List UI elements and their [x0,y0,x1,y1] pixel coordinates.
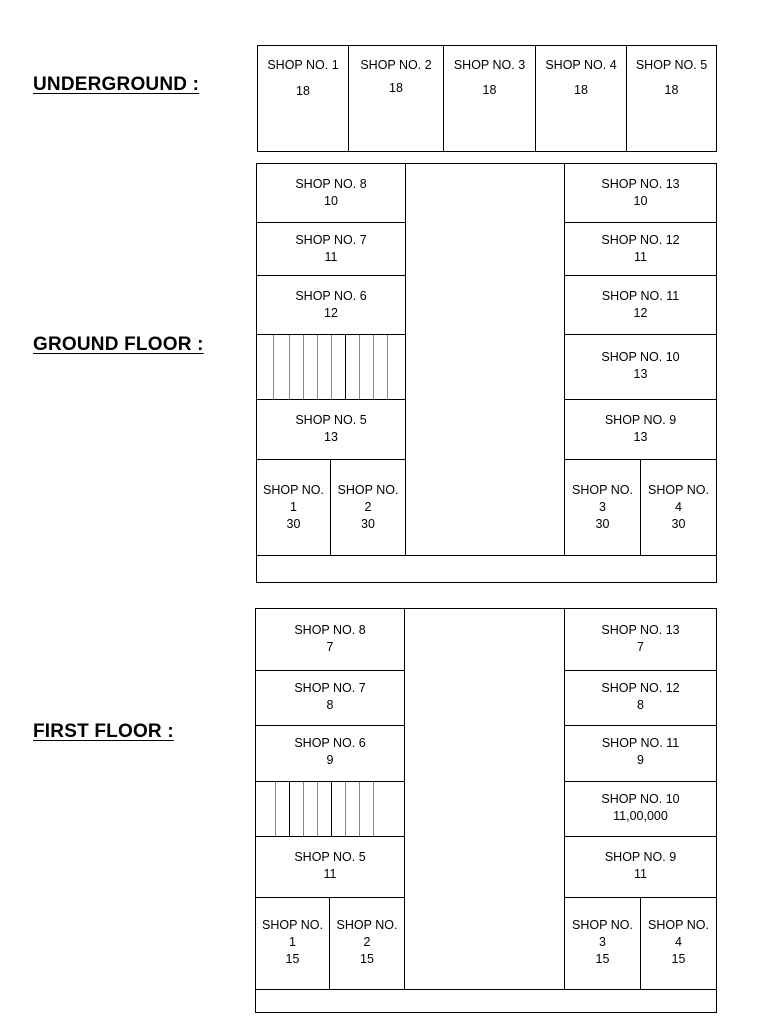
ground-shop-4 [640,459,717,556]
stair-tread [387,335,388,399]
shop-name: SHOP NO. 6 [295,289,367,303]
shop-number: 4 [675,935,682,949]
ground-shop-9 [564,399,717,460]
shop-name: SHOP NO. [263,483,324,497]
stair-tread [303,335,304,399]
ground-shop-3 [564,459,641,556]
stair-tread [289,335,290,399]
shop-name: SHOP NO. 13 [601,177,680,191]
shop-value: 13 [633,367,648,381]
ground-floor-label: GROUND FLOOR : [33,334,204,355]
first-front-strip [255,989,717,1013]
shop-value: 18 [296,84,310,98]
shop-value: 11 [634,250,647,264]
shop-value: 7 [637,640,644,654]
stair-tread [345,782,346,836]
first-shop-12 [564,670,717,726]
shop-name: SHOP NO. [572,483,633,497]
shop-value: 7 [326,640,334,654]
underground-shop-3 [443,45,536,152]
shop-name: SHOP NO. 7 [295,233,367,247]
first-shop-6 [255,725,405,782]
ground-shop-10 [564,334,717,400]
shop-value: 30 [361,517,375,531]
shop-name: SHOP NO. 2 [360,58,432,72]
stair-tread [289,782,290,836]
underground-shop-2 [348,45,444,152]
first-shop-1 [255,897,330,990]
shop-value: 12 [633,306,648,320]
stair-tread [317,335,318,399]
underground-shop-1 [257,45,349,152]
underground-label: UNDERGROUND : [33,74,200,95]
shop-value: 10 [633,194,648,208]
stair-tread [273,335,274,399]
first-shop-8 [255,608,405,671]
shop-value: 8 [326,698,334,712]
shop-number: 1 [290,500,297,514]
stair-tread [275,782,276,836]
shop-value: 15 [285,952,300,966]
shop-value: 18 [664,83,679,97]
shop-value: 12 [324,306,338,320]
shop-name: SHOP NO. [336,918,398,932]
ground-shop-5 [256,399,406,460]
shop-value: 8 [637,698,644,712]
first-shop-2 [329,897,405,990]
shop-value: 10 [324,194,338,208]
first-shop-3 [564,897,641,990]
shop-name: SHOP NO. 11 [601,736,680,750]
shop-name: SHOP NO. 9 [604,413,677,427]
ground-shop-2 [330,459,406,556]
shop-name: SHOP NO. [648,483,709,497]
first-floor-label: FIRST FLOOR : [33,721,174,742]
shop-name: SHOP NO. [262,918,323,932]
shop-value: 9 [326,753,334,767]
shop-name: SHOP NO. [572,918,633,932]
shop-name: SHOP NO. 12 [601,681,680,695]
shop-name: SHOP NO. 5 [294,850,366,864]
shop-name: SHOP NO. [648,918,709,932]
shop-name: SHOP NO. 10 [601,792,680,806]
shop-number: 3 [599,935,606,949]
shop-value: 30 [671,517,686,531]
stair-tread [345,335,346,399]
ground-shop-7 [256,222,406,276]
shop-value: 18 [389,81,403,95]
first-shop-4 [640,897,717,990]
shop-number: 2 [363,935,371,949]
ground-shop-1 [256,459,331,556]
shop-number: 2 [364,500,372,514]
shop-number: 4 [675,500,682,514]
shop-number: 3 [599,500,606,514]
shop-value: 30 [595,517,610,531]
first-shop-7 [255,670,405,726]
stair-tread [331,335,332,399]
shop-name: SHOP NO. 5 [295,413,367,427]
shop-value: 18 [482,83,497,97]
shop-value: 11 [634,867,647,881]
underground-shop-4 [535,45,627,152]
first-staircase [255,781,405,837]
stair-tread [373,782,374,836]
ground-shop-13 [564,163,717,223]
shop-value: 11 [323,867,337,881]
shop-name: SHOP NO. 6 [294,736,366,750]
ground-shop-6 [256,275,406,335]
shop-name: SHOP NO. 8 [294,623,366,637]
shop-name: SHOP NO. 3 [453,58,526,72]
stair-tread [317,782,318,836]
shop-value: 30 [286,517,301,531]
stair-tread [373,335,374,399]
shop-value: 9 [637,753,644,767]
shop-name: SHOP NO. 8 [295,177,367,191]
shop-value: 13 [324,430,338,444]
shop-value: 13 [633,430,648,444]
ground-shop-11 [564,275,717,335]
first-shop-10 [564,781,717,837]
shop-value: 15 [360,952,374,966]
ground-shop-8 [256,163,406,223]
ground-shop-12 [564,222,717,276]
ground-front-strip [256,555,717,583]
shop-name: SHOP NO. 5 [635,58,708,72]
underground-shop-5 [626,45,717,152]
shop-value: 11,00,000 [613,809,668,823]
shop-name: SHOP NO. 12 [601,233,680,247]
shop-value: 18 [574,83,588,97]
stair-tread [303,782,304,836]
ground-staircase [256,334,406,400]
shop-name: SHOP NO. 4 [545,58,617,72]
shop-name: SHOP NO. 7 [294,681,366,695]
shop-name: SHOP NO. [337,483,399,497]
shop-name: SHOP NO. 1 [267,58,339,72]
shop-name: SHOP NO. 10 [601,350,680,364]
shop-name: SHOP NO. 11 [601,289,680,303]
shop-name: SHOP NO. 9 [604,850,677,864]
shop-name: SHOP NO. 13 [601,623,680,637]
stair-tread [331,782,332,836]
first-shop-11 [564,725,717,782]
stair-tread [359,782,360,836]
stair-tread [359,335,360,399]
first-shop-5 [255,836,405,898]
shop-value: 11 [324,250,338,264]
shop-value: 15 [595,952,610,966]
shop-number: 1 [289,935,296,949]
first-shop-9 [564,836,717,898]
first-shop-13 [564,608,717,671]
shop-value: 15 [671,952,686,966]
